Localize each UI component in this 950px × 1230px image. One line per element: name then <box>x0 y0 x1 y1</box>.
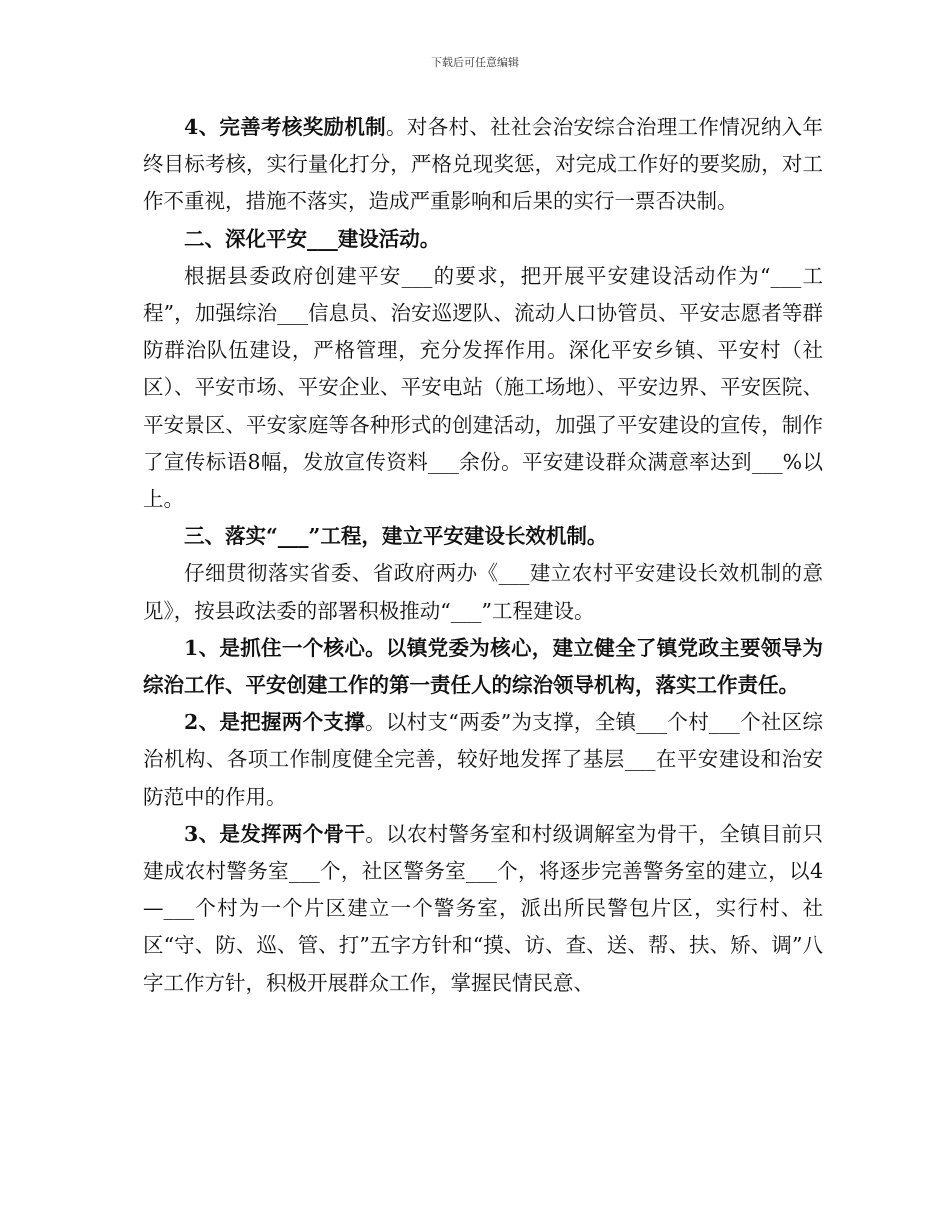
paragraph-safety-activities: 根据县委政府创建平安___的要求，把开展平安建设活动作为“___工程”，加强综治___信息员、治安巡逻队、流动人口协管员、平安志愿者等群防群治队伍建设，严格管理，充分发挥作用。深化平安乡镇、平安村（社区）、平安市场、平安企业、平安电站（施工场地）、平安边界、平安医院、平安景区、平安家庭等各种形式的创建活动，加强了平安建设的宣传，制作了宣传标语8幅，发放宣传资料___余份。平安建设群众满意率达到___%以上。 <box>143 263 823 512</box>
paragraph-implementation: 仔细贯彻落实省委、省政府两办《___建立农村平安建设长效机制的意见》，按县政法委的部署积极推动“___”工程建设。 <box>143 561 823 623</box>
paragraph-lead: 3、是发挥两个骨干 <box>184 821 366 846</box>
paragraph-lead: 2、是把握两个支撑 <box>184 710 366 735</box>
paragraph-two-supports <box>143 704 823 816</box>
section-heading-2: 二、深化平安___建设活动。 <box>184 226 441 251</box>
document-body <box>143 109 823 1002</box>
page-header: 下载后可任意编辑 <box>431 56 519 69</box>
paragraph-two-backbones <box>143 816 823 1002</box>
paragraph-assessment-mechanism <box>143 109 823 221</box>
paragraph-text: 。以农村警务室和村级调解室为骨干，全镇目前只建成农村警务室___个，社区警务室___个，将逐步完善警务室的建立，以4—___个村为一个片区建立一个警务室，派出所民警包片区，实行村、社区“守、防、巡、管、打”五字方针和“摸、访、查、送、帮、扶、矫、调”八字工作方针，积极开展群众工作，掌握民情民意、 <box>143 821 824 995</box>
paragraph-text: 。以村支“两委”为支撑，全镇___个村___个社区综治机构、各项工作制度健全完善，较好地发挥了基层___在平安建设和治安防范中的作用。 <box>143 710 823 809</box>
paragraph-lead: 4、完善考核奖励机制 <box>184 115 387 139</box>
paragraph-core: 1、是抓住一个核心。以镇党委为核心，建立健全了镇党政主要领导为综治工作、平安创建工作的第一责任人的综治领导机构，落实工作责任。 <box>143 635 823 698</box>
paragraph-text: 。对各村、社社会治安综合治理工作情况纳入年终目标考核，实行量化打分，严格兑现奖惩，对完成工作好的要奖励，对工作不重视，措施不落实，造成严重影响和后果的实行一票否决制。 <box>143 115 824 214</box>
section-heading-3: 三、落实“___”工程，建立平安建设长效机制。 <box>184 524 608 549</box>
